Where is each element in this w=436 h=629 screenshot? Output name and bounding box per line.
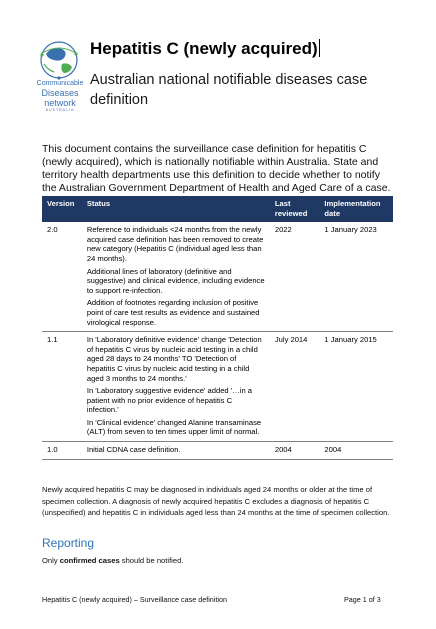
- cell-implementation-date: 2004: [319, 442, 393, 460]
- text-cursor: [319, 39, 320, 57]
- cell-last-reviewed: 2022: [270, 222, 320, 331]
- document-subtitle: Australian national notifiable diseases case definition: [90, 72, 368, 108]
- globe-network-icon: [34, 40, 84, 82]
- table-row: [42, 332, 393, 442]
- cell-implementation-date: 1 January 2015: [319, 332, 393, 442]
- header-version: Version: [42, 196, 82, 222]
- status-item: Reference to individuals <24 months from the newly acquired case definition has been removed to create new category (Hepatitis C (individual aged less than 24 months).: [86, 225, 264, 263]
- intro-paragraph: This document contains the surveillance case definition for hepatitis C (newly acquired), which is nationally notifiable within Australia. State and territory health departments use this definition to decide whether to notify the Australian Government Department of Health and Aged Care of a case.: [42, 143, 391, 194]
- logo-line-4: AUSTRALIA: [45, 108, 75, 112]
- document-title[interactable]: [90, 39, 320, 59]
- cell-status: [82, 442, 270, 460]
- table-row: [42, 442, 393, 460]
- diagnosis-note: Newly acquired hepatitis C may be diagnosed in individuals aged 24 months or older at the time of specimen collection. A diagnosis of newly acquired hepatitis C excludes a diagnosis of hepatitis C (unspecified) and hepatitis C in individuals aged less than 24 months at the time of specimen collection.: [42, 485, 390, 517]
- reporting-text-before: Only: [42, 556, 60, 565]
- reporting-text-bold: confirmed cases: [59, 556, 120, 565]
- logo-wordmark: [30, 80, 90, 113]
- reporting-text: [42, 556, 183, 565]
- cell-version: 2.0: [42, 222, 82, 331]
- cell-version: 1.0: [42, 442, 82, 460]
- status-item: Addition of footnotes regarding inclusion of positive point of care test results as evidence and sustained virological response.: [86, 298, 260, 327]
- status-item: In 'Laboratory suggestive evidence' added '…in a patient with no prior evidence of hepatitis C infection.': [86, 386, 253, 415]
- header-last-reviewed: Last reviewed: [270, 196, 320, 222]
- reporting-text-after: should be notified.: [119, 556, 184, 565]
- status-item: Additional lines of laboratory (definitive and suggestive) and clinical evidence, including evidence to support re-infection.: [86, 266, 265, 295]
- footer-page-number: Page 1 of 3: [344, 595, 381, 604]
- reporting-heading: Reporting: [42, 536, 95, 550]
- status-item: Initial CDNA case definition.: [86, 445, 181, 455]
- cell-last-reviewed: 2004: [270, 442, 320, 460]
- version-table: [42, 196, 393, 460]
- cell-implementation-date: 1 January 2023: [319, 222, 393, 331]
- cell-version: 1.1: [42, 332, 82, 442]
- logo-line-1: Communicable: [36, 80, 84, 87]
- footer-title: Hepatitis C (newly acquired) – Surveillance case definition: [42, 595, 227, 604]
- header-implementation-date: Implementation date: [319, 196, 393, 222]
- cell-last-reviewed: July 2014: [270, 332, 320, 442]
- status-item: In 'Laboratory definitive evidence' change 'Detection of hepatitis C virus by nucleic acid testing in a child aged 28 days to 24 months' TO 'Detection of hepatitis C virus by nucleic acid testing in a child aged 3 months to 24 months.': [86, 335, 262, 383]
- cell-status: [82, 222, 270, 331]
- status-item: In 'Clinical evidence' changed Alanine transaminase (ALT) from seven to ten times upper limit of normal.: [86, 417, 262, 437]
- header-status: Status: [82, 196, 270, 222]
- version-table-header: [42, 196, 393, 222]
- logo-line-2: Diseases: [41, 88, 79, 98]
- table-row: [42, 222, 393, 331]
- document-title-text: Hepatitis C (newly acquired): [90, 39, 318, 58]
- logo-line-3: network: [44, 98, 76, 108]
- cell-status: [82, 332, 270, 442]
